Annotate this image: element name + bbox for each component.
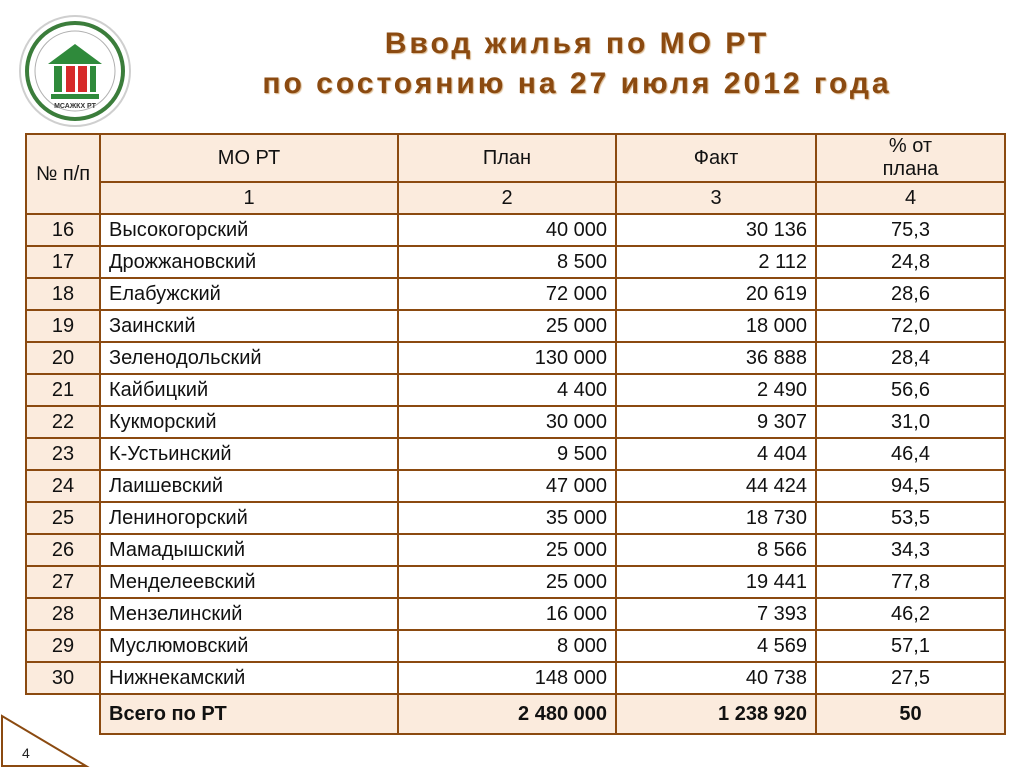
row-pct: 46,2: [816, 598, 1005, 630]
table-row: [26, 470, 1005, 502]
row-pct: 28,6: [816, 278, 1005, 310]
row-plan: 130 000: [398, 342, 616, 374]
row-number: 28: [26, 598, 100, 630]
row-pct: 46,4: [816, 438, 1005, 470]
table-row: [26, 246, 1005, 278]
total-fact: 1 238 920: [616, 694, 816, 734]
row-plan: 25 000: [398, 310, 616, 342]
row-plan: 25 000: [398, 534, 616, 566]
row-pct: 28,4: [816, 342, 1005, 374]
row-mo-name: Высокогорский: [100, 214, 398, 246]
row-mo-name: Зеленодольский: [100, 342, 398, 374]
row-pct: 72,0: [816, 310, 1005, 342]
row-plan: 25 000: [398, 566, 616, 598]
page-corner-icon: [0, 714, 90, 768]
total-row: [26, 694, 1005, 734]
row-pct: 27,5: [816, 662, 1005, 694]
housing-table: [25, 133, 1006, 735]
row-fact: 19 441: [616, 566, 816, 598]
row-number: 18: [26, 278, 100, 310]
row-mo-name: Нижнекамский: [100, 662, 398, 694]
table-row: [26, 438, 1005, 470]
row-number: 17: [26, 246, 100, 278]
header-fact: Факт: [616, 134, 816, 182]
total-plan: 2 480 000: [398, 694, 616, 734]
row-fact: 8 566: [616, 534, 816, 566]
table-row: [26, 598, 1005, 630]
row-number: 24: [26, 470, 100, 502]
row-fact: 4 569: [616, 630, 816, 662]
row-fact: 44 424: [616, 470, 816, 502]
table-row: [26, 406, 1005, 438]
header-num: [26, 134, 100, 214]
row-number: 16: [26, 214, 100, 246]
row-mo-name: Муслюмовский: [100, 630, 398, 662]
table-row: [26, 502, 1005, 534]
row-fact: 20 619: [616, 278, 816, 310]
row-plan: 30 000: [398, 406, 616, 438]
row-plan: 9 500: [398, 438, 616, 470]
row-plan: 148 000: [398, 662, 616, 694]
row-fact: 2 112: [616, 246, 816, 278]
col-number-3: 3: [616, 182, 816, 214]
row-mo-name: Кайбицкий: [100, 374, 398, 406]
row-fact: 36 888: [616, 342, 816, 374]
page-number: 4: [22, 745, 30, 761]
row-pct: 34,3: [816, 534, 1005, 566]
row-number: 27: [26, 566, 100, 598]
row-plan: 40 000: [398, 214, 616, 246]
row-mo-name: Мензелинский: [100, 598, 398, 630]
row-plan: 4 400: [398, 374, 616, 406]
title-line-1: Ввод жилья по МО РТ: [384, 27, 770, 60]
row-number: 22: [26, 406, 100, 438]
row-plan: 8 000: [398, 630, 616, 662]
row-pct: 31,0: [816, 406, 1005, 438]
row-number: 20: [26, 342, 100, 374]
row-mo-name: Кукморский: [100, 406, 398, 438]
total-label: Всего по РТ: [100, 694, 398, 734]
row-pct: 24,8: [816, 246, 1005, 278]
row-pct: 77,8: [816, 566, 1005, 598]
table-row: [26, 630, 1005, 662]
col-number-4: 4: [816, 182, 1005, 214]
col-number-2: 2: [398, 182, 616, 214]
row-fact: 18 730: [616, 502, 816, 534]
row-number: 30: [26, 662, 100, 694]
row-number: 23: [26, 438, 100, 470]
row-plan: 16 000: [398, 598, 616, 630]
row-mo-name: Заинский: [100, 310, 398, 342]
header-mo: МО РТ: [100, 134, 398, 182]
row-fact: 18 000: [616, 310, 816, 342]
row-mo-name: Дрожжановский: [100, 246, 398, 278]
house-emblem-icon: [18, 14, 133, 129]
row-mo-name: Лениногорский: [100, 502, 398, 534]
organization-logo: [18, 14, 133, 129]
table-row: [26, 310, 1005, 342]
col-number-1: 1: [100, 182, 398, 214]
table-row: [26, 534, 1005, 566]
header-num-label: № п/п: [35, 162, 91, 185]
row-mo-name: К-Устьинский: [100, 438, 398, 470]
page-title: [150, 24, 1004, 104]
row-mo-name: Елабужский: [100, 278, 398, 310]
row-pct: 56,6: [816, 374, 1005, 406]
row-number: 25: [26, 502, 100, 534]
table-row: [26, 214, 1005, 246]
row-number: 21: [26, 374, 100, 406]
row-fact: 2 490: [616, 374, 816, 406]
row-plan: 8 500: [398, 246, 616, 278]
header-plan: План: [398, 134, 616, 182]
table-row: [26, 662, 1005, 694]
row-mo-name: Мамадышский: [100, 534, 398, 566]
total-pct: 50: [816, 694, 1005, 734]
row-number: 29: [26, 630, 100, 662]
row-mo-name: Лаишевский: [100, 470, 398, 502]
table-row: [26, 374, 1005, 406]
row-fact: 7 393: [616, 598, 816, 630]
table-row: [26, 278, 1005, 310]
row-fact: 30 136: [616, 214, 816, 246]
logo-text: МСАЖКХ РТ: [54, 103, 96, 110]
header-pct: % от плана: [816, 134, 1005, 182]
row-plan: 47 000: [398, 470, 616, 502]
row-number: 26: [26, 534, 100, 566]
row-plan: 72 000: [398, 278, 616, 310]
row-pct: 53,5: [816, 502, 1005, 534]
row-mo-name: Менделеевский: [100, 566, 398, 598]
table-row: [26, 566, 1005, 598]
row-pct: 75,3: [816, 214, 1005, 246]
row-pct: 57,1: [816, 630, 1005, 662]
row-plan: 35 000: [398, 502, 616, 534]
row-fact: 4 404: [616, 438, 816, 470]
title-line-2: по состоянию на 27 июля 2012 года: [262, 67, 892, 100]
row-fact: 40 738: [616, 662, 816, 694]
row-pct: 94,5: [816, 470, 1005, 502]
row-fact: 9 307: [616, 406, 816, 438]
row-number: 19: [26, 310, 100, 342]
table-row: [26, 342, 1005, 374]
